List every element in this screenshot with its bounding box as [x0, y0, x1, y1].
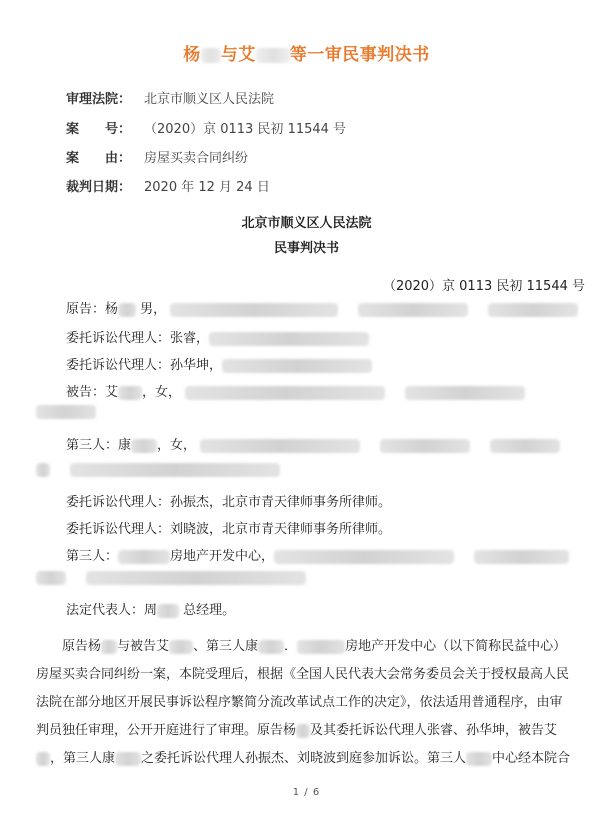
- body-line: ，第三人康 之委托诉讼代理人孙振杰、刘晓波到庭参加诉讼。第三人 中心经本院合: [36, 745, 591, 773]
- third-party-2-cont: [36, 570, 306, 585]
- legal-rep-line: [66, 599, 235, 618]
- meta-court: [66, 88, 274, 107]
- agent-line-3: 委托诉讼代理人：孙振杰，北京市青天律师事务所律师。: [66, 495, 392, 510]
- third-party-prefix: 第三人：: [66, 549, 119, 564]
- court-heading: 北京市顺义区人民法院: [241, 216, 372, 231]
- meta-value: （2020）京 0113 民初 11544 号: [144, 122, 347, 137]
- redaction: [101, 640, 117, 654]
- redaction: [36, 752, 50, 766]
- plaintiff-suffix: 男，: [140, 302, 167, 317]
- third-party-suffix: ，女，: [157, 438, 197, 453]
- plaintiff-line: [66, 298, 578, 317]
- redaction: [115, 752, 141, 766]
- redaction: [490, 439, 560, 453]
- redaction: [258, 640, 284, 654]
- meta-key: 案 号：: [66, 122, 132, 137]
- redaction: [296, 724, 310, 738]
- doc-type-heading: 民事判决书: [273, 241, 339, 256]
- third-party-prefix: 第三人：康: [66, 438, 132, 453]
- redaction: [118, 386, 142, 400]
- redaction: [36, 463, 50, 477]
- defendant-prefix: 被告：艾: [66, 385, 119, 400]
- document-title: [0, 40, 613, 65]
- agent-label: 委托诉讼代理人：张睿，: [66, 331, 210, 346]
- third-party-1-line: [66, 434, 560, 453]
- redaction: [256, 48, 290, 63]
- redaction: [170, 303, 338, 317]
- third-party-2-line: [66, 545, 569, 564]
- title-mid: 与艾: [220, 45, 256, 65]
- defendant-suffix: ，女，: [142, 385, 182, 400]
- plaintiff-prefix: 原告：杨: [66, 302, 119, 317]
- page-indicator: 1 / 6: [292, 787, 321, 798]
- title-prefix: 杨: [183, 45, 201, 65]
- redaction: [380, 439, 470, 453]
- redaction: [222, 359, 372, 373]
- defendant-line-cont: [36, 404, 96, 419]
- redaction: [200, 439, 360, 453]
- body-line: 判员独任审理，公开开庭进行了审理。原告杨 及其委托诉讼代理人张睿、孙华坤，被告艾: [36, 723, 558, 738]
- meta-key: 裁判日期：: [66, 180, 132, 195]
- redaction: [118, 550, 170, 564]
- redaction: [201, 48, 221, 63]
- agent-line-1: [66, 327, 369, 346]
- third-party-suffix: 房地产开发中心，: [170, 549, 275, 564]
- redaction: [185, 386, 385, 400]
- meta-case-number: [66, 118, 346, 137]
- redaction: [405, 386, 525, 400]
- legal-rep-suffix: 总经理。: [183, 603, 236, 618]
- legal-rep-prefix: 法定代表人：周: [66, 603, 158, 618]
- redaction: [466, 752, 492, 766]
- meta-value: 2020 年 12 月 24 日: [144, 180, 270, 195]
- case-number-right: （2020）京 0113 民初 11544 号: [382, 279, 585, 294]
- redaction: [169, 640, 193, 654]
- redaction: [209, 332, 369, 346]
- third-party-1-cont: [36, 462, 280, 477]
- body-line: 原告杨 与被告艾 、第三人康 ． 房地产开发中心（以下简称民益中心）: [62, 639, 567, 654]
- meta-key: 审理法院：: [66, 92, 132, 107]
- meta-cause: [66, 147, 248, 166]
- redaction: [157, 604, 179, 618]
- agent-line-4: 委托诉讼代理人：刘晓波，北京市青天律师事务所律师。: [66, 522, 392, 537]
- redaction: [36, 571, 66, 585]
- redaction: [36, 405, 96, 419]
- redaction: [131, 439, 157, 453]
- meta-value: 北京市顺义区人民法院: [144, 92, 275, 107]
- title-suffix: 等一审民事判决书: [289, 45, 430, 65]
- agent-label: 委托诉讼代理人：孙华坤，: [66, 358, 223, 373]
- meta-date: [66, 176, 270, 195]
- body-paragraph: [36, 633, 591, 773]
- redaction: [70, 463, 280, 477]
- redaction: [297, 640, 345, 654]
- redaction: [488, 303, 578, 317]
- redaction: [358, 303, 468, 317]
- meta-key: 案 由：: [66, 151, 132, 166]
- meta-value: 房屋买卖合同纠纷: [144, 151, 249, 166]
- body-line: 法院在部分地区开展民事诉讼程序繁简分流改革试点工作的决定》，依法适用普通程序，由审: [36, 695, 563, 710]
- redaction: [274, 550, 454, 564]
- body-line: 房屋买卖合同纠纷一案，本院受理后，根据《全国人民代表大会常务委员会关于授权最高人民: [36, 667, 570, 682]
- redaction: [474, 550, 569, 564]
- redaction: [118, 303, 136, 317]
- agent-line-2: [66, 354, 372, 373]
- redaction: [86, 571, 306, 585]
- defendant-line: [66, 381, 525, 400]
